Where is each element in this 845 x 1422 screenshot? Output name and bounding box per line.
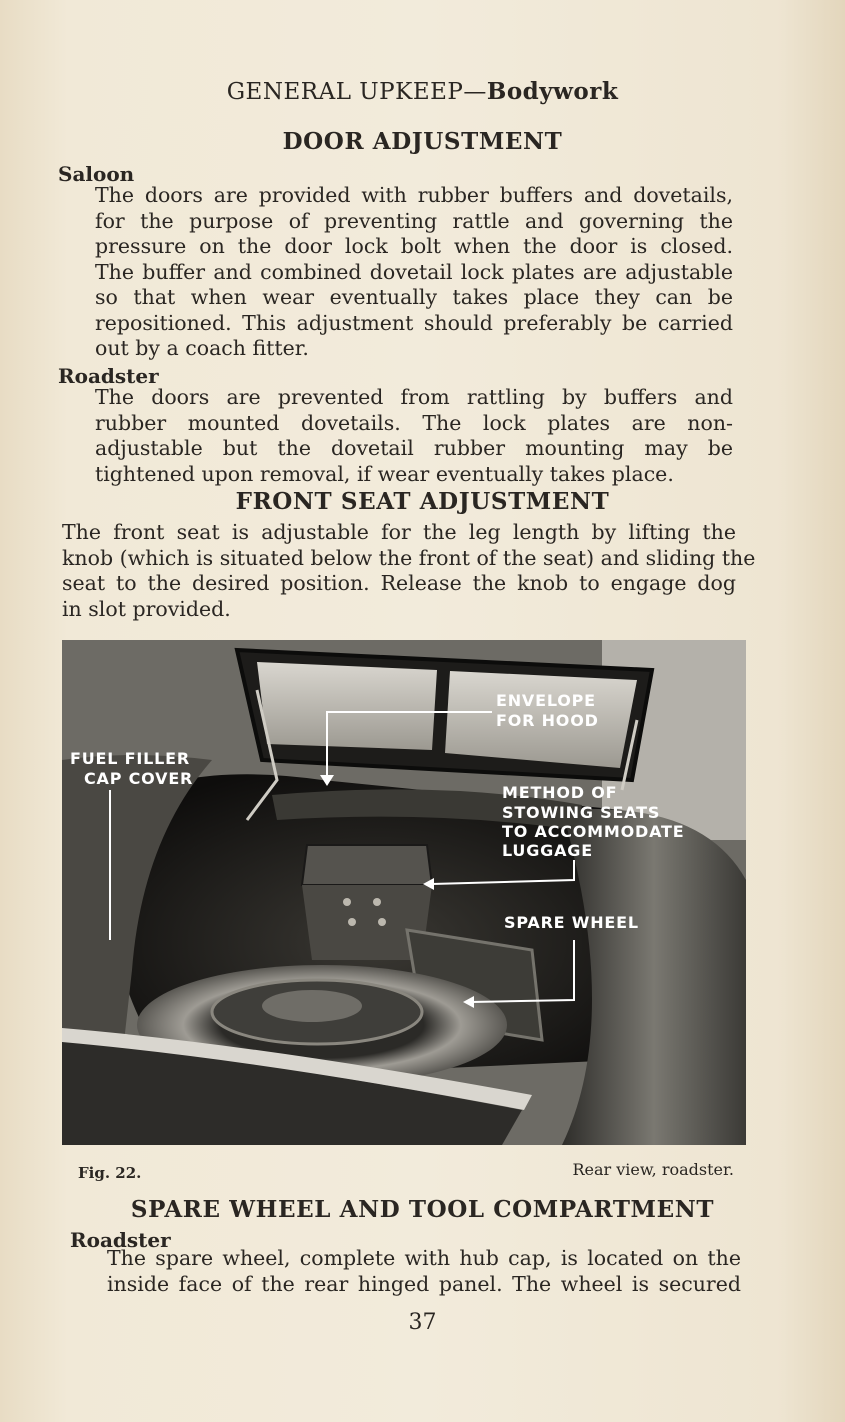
text-line: pressure on the door lock bolt when the door is closed. [95,234,733,258]
saloon-paragraph [95,183,733,362]
text-line: so that when wear eventually takes place they can be [95,285,733,309]
spare-wheel-heading: SPARE WHEEL AND TOOL COMPARTMENT [130,1196,715,1223]
photo-illustration [62,640,746,1145]
text-line: The buffer and combined dovetail lock plates are adjustable [95,259,733,284]
text-line: The doors are prevented from rattling by buffers and [95,385,733,409]
roadster-door-paragraph [95,385,733,487]
rear-window-left [257,662,437,750]
running-head [0,78,845,105]
text-line: in slot provided. [62,596,231,621]
running-head-topic: Bodywork [486,78,619,105]
seat-hole [378,918,386,926]
callout-stowing-line2: STOWING SEATS [502,803,661,822]
seat-hole [343,898,351,906]
text-line: rubber mounted dovetails. The lock plates are non- [95,410,733,435]
callout-envelope-line2: FOR HOOD [496,711,599,730]
text-line: adjustable but the dovetail rubber mounting may be [95,436,733,460]
spare-wheel-paragraph [107,1246,741,1297]
text-line: knob (which is situated below the front of the seat) and sliding the [62,545,756,570]
spare-roadster-subheading: Roadster [70,1228,171,1252]
text-line: inside face of the rear hinged panel. The wheel is secured [107,1271,741,1296]
callout-stowing-line3: TO ACCOMMODATE [502,822,685,841]
text-line: seat to the desired position. Release the knob to engage dog [62,571,736,595]
front-seat-heading: FRONT SEAT ADJUSTMENT [235,488,610,515]
stowed-seat [302,845,432,885]
text-line: out by a coach fitter. [95,336,309,360]
door-adjustment-heading: DOOR ADJUSTMENT [282,128,563,155]
callout-fuel-line2: CAP COVER [84,769,194,788]
seat-hole [348,918,356,926]
text-line: tightened upon removal, if wear eventually takes place. [95,461,674,486]
callout-stowing-line4: LUGGAGE [502,841,593,860]
text-line: The doors are provided with rubber buffers and dovetails, [95,183,733,207]
text-line: The spare wheel, complete with hub cap, is located on the [107,1246,741,1270]
text-line: for the purpose of preventing rattle and governing the [95,208,733,233]
running-head-section: GENERAL UPKEEP— [226,79,487,105]
callout-envelope-line1: ENVELOPE [496,691,596,710]
callout-fuel-line1: FUEL FILLER [70,749,190,768]
figure-label: Fig. 22. [78,1164,142,1182]
text-line: The front seat is adjustable for the leg length by lifting the [62,520,736,544]
seat-hole [373,898,381,906]
callout-stowing-line1: METHOD OF [502,783,618,802]
figure-caption: Rear view, roadster. [572,1160,734,1179]
saloon-subheading: Saloon [58,162,135,186]
text-line: repositioned. This adjustment should preferably be carried [95,310,733,335]
page-number: 37 [408,1310,437,1335]
roadster-rear-photo [62,640,746,1145]
spare-wheel-hub [262,990,362,1022]
callout-spare-wheel: SPARE WHEEL [504,913,639,932]
roadster-subheading: Roadster [58,364,159,388]
front-seat-paragraph [62,520,756,622]
